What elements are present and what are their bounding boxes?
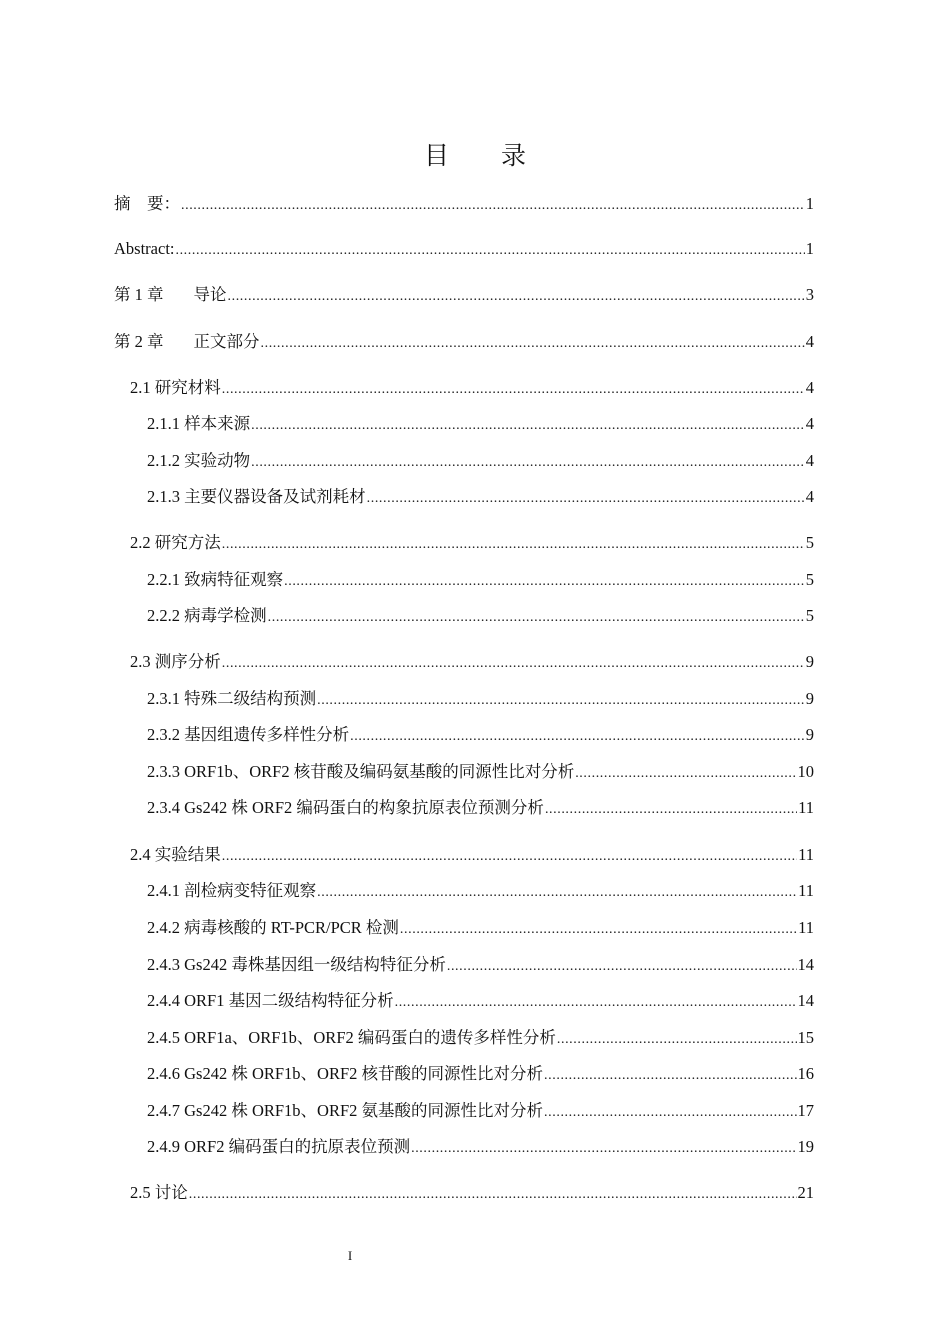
- toc-entry-page: 4: [805, 451, 814, 470]
- toc-entry-label: 2.4 实验结果: [130, 845, 221, 864]
- toc-entry-label: 2.3.4 Gs242 株 ORF2 编码蛋白的构象抗原表位预测分析: [147, 798, 544, 817]
- toc-entry-page: 9: [805, 689, 814, 708]
- toc-entry-label: 2.3.3 ORF1b、ORF2 核苷酸及编码氨基酸的同源性比对分析: [147, 762, 575, 781]
- toc-entry-2-4-5[interactable]: [147, 1028, 814, 1048]
- toc-entry-label: 2.4.6 Gs242 株 ORF1b、ORF2 核苷酸的同源性比对分析: [147, 1064, 544, 1083]
- toc-entry-label: 2.3 测序分析: [130, 652, 221, 671]
- toc-entry-label: 2.1 研究材料: [130, 378, 221, 397]
- dot-leader: [544, 1103, 796, 1123]
- toc-entry-page: 4: [805, 378, 814, 397]
- toc-entry-label: 2.3.2 基因组遗传多样性分析: [147, 725, 350, 744]
- toc-entry-2-4-4[interactable]: [147, 991, 814, 1011]
- toc-entry-page: 21: [797, 1183, 814, 1202]
- toc-entry-2-3-1[interactable]: [147, 689, 814, 709]
- toc-entry-label: 2.2.2 病毒学检测: [147, 606, 267, 625]
- toc-entry-page: 4: [805, 332, 814, 351]
- toc-entry-2-5[interactable]: [130, 1183, 814, 1203]
- toc-entry-label: 2.5 讨论: [130, 1183, 188, 1202]
- dot-leader: [545, 800, 797, 820]
- dot-leader: [222, 380, 805, 400]
- dot-leader: [350, 727, 805, 747]
- dot-leader: [447, 957, 797, 977]
- toc-entry-label: 2.1.1 样本来源: [147, 414, 251, 433]
- toc-entry-page: 19: [797, 1137, 814, 1156]
- toc-entry-2-4-9[interactable]: [147, 1137, 814, 1157]
- toc-entry-page: 11: [798, 918, 814, 937]
- toc-entry-2-1-3[interactable]: [147, 487, 814, 507]
- toc-entry-2-1-1[interactable]: [147, 414, 814, 434]
- toc-entry-2-2-2[interactable]: [147, 606, 814, 626]
- dot-leader: [411, 1139, 796, 1159]
- toc-entry-label: 摘 要：: [114, 194, 180, 213]
- toc-entry-label: Abstract:: [114, 239, 175, 258]
- toc-entry-label: 2.3.1 特殊二级结构预测: [147, 689, 317, 708]
- toc-entry-page: 5: [805, 570, 814, 589]
- dot-leader: [367, 489, 805, 509]
- toc-entry-label: [114, 332, 260, 352]
- toc-entry-label: 2.4.1 剖检病变特征观察: [147, 881, 317, 900]
- toc-entry-label: 2.4.4 ORF1 基因二级结构特征分析: [147, 991, 394, 1010]
- toc-entry-page: 11: [798, 881, 814, 900]
- toc-entry-label: 2.4.7 Gs242 株 ORF1b、ORF2 氨基酸的同源性比对分析: [147, 1101, 544, 1120]
- toc-entry-page: 4: [805, 414, 814, 433]
- toc-entry-chapter-2[interactable]: [114, 332, 814, 352]
- toc-entry-page: 9: [805, 652, 814, 671]
- toc-entry-2-3[interactable]: [130, 652, 814, 672]
- dot-leader: [222, 535, 805, 555]
- dot-leader: [251, 453, 805, 473]
- toc-entry-2-4-3[interactable]: [147, 955, 814, 975]
- dot-leader: [251, 416, 805, 436]
- dot-leader: [228, 287, 805, 307]
- dot-leader: [268, 608, 805, 628]
- toc-entry-abstract-cn[interactable]: [114, 194, 814, 214]
- chapter-number: 第 1 章: [114, 285, 164, 304]
- toc-entry-page: 15: [797, 1028, 814, 1047]
- dot-leader: [544, 1066, 796, 1086]
- toc-entry-page: 14: [797, 991, 814, 1010]
- toc-entry-page: 1: [805, 239, 814, 258]
- toc-entry-page: 9: [805, 725, 814, 744]
- chapter-title: 正文部分: [193, 332, 260, 351]
- toc-entry-page: 14: [797, 955, 814, 974]
- toc-entry-2-4-1[interactable]: [147, 881, 814, 901]
- dot-leader: [317, 883, 797, 903]
- toc-entry-chapter-1[interactable]: [114, 285, 814, 305]
- chapter-number: 第 2 章: [114, 332, 164, 351]
- toc-entry-2-2-1[interactable]: [147, 570, 814, 590]
- toc-entry-page: 16: [797, 1064, 814, 1083]
- dot-leader: [557, 1030, 797, 1050]
- dot-leader: [261, 334, 805, 354]
- toc-entry-2-1-2[interactable]: [147, 451, 814, 471]
- toc-entry-label: 2.4.2 病毒核酸的 RT-PCR/PCR 检测: [147, 918, 399, 937]
- toc-entry-label: [114, 285, 227, 305]
- toc-entry-2-4-6[interactable]: [147, 1064, 814, 1084]
- chapter-title: 导论: [193, 285, 227, 304]
- toc-entry-2-4[interactable]: [130, 845, 814, 865]
- toc-entry-page: 5: [805, 533, 814, 552]
- toc-entry-2-2[interactable]: [130, 533, 814, 553]
- toc-entry-label: 2.1.2 实验动物: [147, 451, 251, 470]
- dot-leader: [575, 764, 796, 784]
- toc-entry-page: 11: [798, 845, 814, 864]
- toc-entry-page: 5: [805, 606, 814, 625]
- toc-entry-label: 2.4.9 ORF2 编码蛋白的抗原表位预测: [147, 1137, 411, 1156]
- toc-entry-abstract-en[interactable]: [114, 239, 814, 259]
- toc-entry-2-4-7[interactable]: [147, 1101, 814, 1121]
- toc-entry-2-3-4[interactable]: [147, 798, 814, 818]
- toc-entry-2-4-2[interactable]: [147, 918, 814, 938]
- toc-entry-page: 1: [805, 194, 814, 213]
- toc-entry-page: 3: [805, 285, 814, 304]
- toc-entry-label: 2.4.3 Gs242 毒株基因组一级结构特征分析: [147, 955, 446, 974]
- toc-entry-label: 2.2.1 致病特征观察: [147, 570, 284, 589]
- dot-leader: [222, 654, 805, 674]
- toc-title: 目 录: [424, 141, 548, 170]
- dot-leader: [189, 1185, 797, 1205]
- dot-leader: [400, 920, 797, 940]
- toc-entry-2-3-3[interactable]: [147, 762, 814, 782]
- toc-entry-page: 10: [797, 762, 814, 781]
- toc-entry-page: 4: [805, 487, 814, 506]
- toc-entry-label: 2.4.5 ORF1a、ORF1b、ORF2 编码蛋白的遗传多样性分析: [147, 1028, 556, 1047]
- toc-entry-page: 11: [798, 798, 814, 817]
- toc-entry-label: 2.2 研究方法: [130, 533, 221, 552]
- toc-entry-label: 2.1.3 主要仪器设备及试剂耗材: [147, 487, 366, 506]
- toc-entry-2-1[interactable]: [130, 378, 814, 398]
- dot-leader: [395, 993, 797, 1013]
- dot-leader: [181, 196, 805, 216]
- page-number: I: [347, 1248, 353, 1263]
- dot-leader: [175, 241, 804, 261]
- dot-leader: [284, 572, 805, 592]
- toc-entry-page: 17: [797, 1101, 814, 1120]
- dot-leader: [222, 847, 797, 867]
- toc-entry-2-3-2[interactable]: [147, 725, 814, 745]
- dot-leader: [317, 691, 805, 711]
